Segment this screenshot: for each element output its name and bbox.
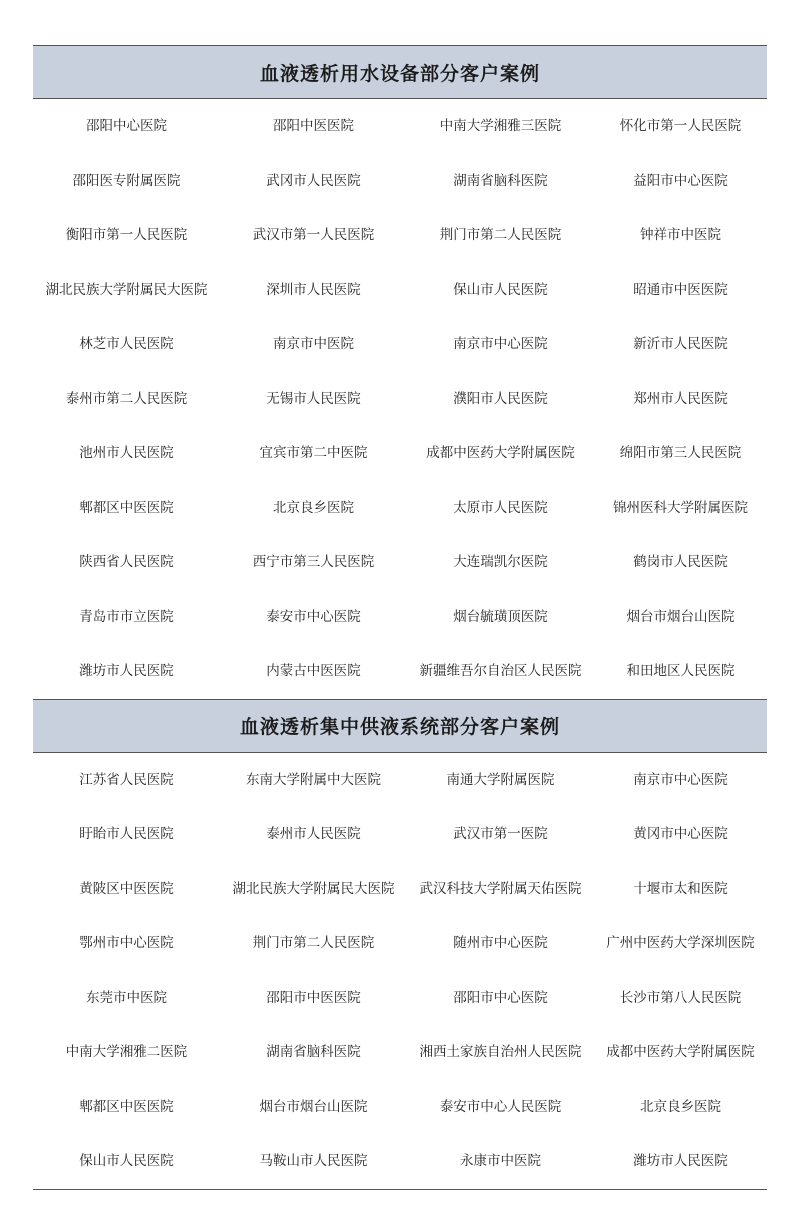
hospital-name: 泰安市中心医院 (266, 608, 361, 625)
hospital-name: 邵阳市中医医院 (266, 989, 361, 1006)
hospital-name: 无锡市人民医院 (266, 390, 361, 407)
hospital-name: 邵阳市中心医院 (453, 989, 548, 1006)
hospital-name: 成都中医药大学附属医院 (426, 445, 575, 462)
hospital-name: 黄冈市中心医院 (633, 826, 728, 843)
hospital-name: 武汉市第一医院 (453, 826, 548, 843)
hospital-name: 保山市人民医院 (79, 1153, 174, 1170)
hospital-name: 成都中医药大学附属医院 (606, 1044, 755, 1061)
hospital-name: 新疆维吾尔自治区人民医院 (419, 663, 582, 680)
hospital-name: 广州中医药大学深圳医院 (606, 935, 755, 952)
hospital-grid-water-equipment (33, 99, 767, 699)
hospital-name: 马鞍山市人民医院 (259, 1153, 368, 1170)
hospital-name: 荆门市第二人民医院 (252, 935, 375, 952)
hospital-name: 江苏省人民医院 (79, 771, 174, 788)
hospital-name: 池州市人民医院 (79, 445, 174, 462)
hospital-name: 濮阳市人民医院 (453, 390, 548, 407)
hospital-name: 新沂市人民医院 (633, 336, 728, 353)
hospital-name: 十堰市太和医院 (633, 880, 728, 897)
hospital-name: 泰安市中心人民医院 (439, 1098, 562, 1115)
hospital-name: 保山市人民医院 (453, 281, 548, 298)
hospital-name: 宜宾市第二中医院 (259, 445, 368, 462)
hospital-name: 郑州市人民医院 (633, 390, 728, 407)
hospital-name: 烟台市烟台山医院 (626, 608, 735, 625)
hospital-name: 中南大学湘雅三医院 (439, 118, 562, 135)
hospital-name: 郫都区中医医院 (79, 499, 174, 516)
hospital-name: 泰州市第二人民医院 (65, 390, 188, 407)
hospital-name: 青岛市市立医院 (79, 608, 174, 625)
hospital-name: 内蒙古中医医院 (266, 663, 361, 680)
hospital-name: 邵阳中医医院 (273, 118, 354, 135)
hospital-name: 北京良乡医院 (640, 1098, 721, 1115)
hospital-name: 北京良乡医院 (273, 499, 354, 516)
hospital-name: 钟祥市中医院 (640, 227, 721, 244)
bottom-divider (33, 1189, 767, 1190)
hospital-name: 益阳市中心医院 (633, 172, 728, 189)
hospital-name: 南京市中心医院 (633, 771, 728, 788)
hospital-name: 长沙市第八人民医院 (619, 989, 742, 1006)
hospital-name: 西宁市第三人民医院 (252, 554, 375, 571)
hospital-name: 武冈市人民医院 (266, 172, 361, 189)
hospital-name: 郫都区中医医院 (79, 1098, 174, 1115)
hospital-name: 潍坊市人民医院 (79, 663, 174, 680)
hospital-name: 锦州医科大学附属医院 (613, 499, 748, 516)
hospital-name: 荆门市第二人民医院 (439, 227, 562, 244)
hospital-name: 林芝市人民医院 (79, 336, 174, 353)
hospital-name: 武汉市第一人民医院 (252, 227, 375, 244)
hospital-name: 永康市中医院 (460, 1153, 541, 1170)
hospital-name: 武汉科技大学附属天佑医院 (419, 880, 582, 897)
hospital-name: 大连瑞凯尔医院 (453, 554, 548, 571)
hospital-name: 邵阳中心医院 (86, 118, 167, 135)
hospital-name: 衡阳市第一人民医院 (65, 227, 188, 244)
hospital-name: 潍坊市人民医院 (633, 1153, 728, 1170)
hospital-name: 湖北民族大学附属民大医院 (45, 281, 208, 298)
hospital-name: 随州市中心医院 (453, 935, 548, 952)
document (33, 45, 767, 1190)
hospital-name: 深圳市人民医院 (266, 281, 361, 298)
hospital-name: 黄陂区中医医院 (79, 880, 174, 897)
hospital-name: 湖南省脑科医院 (266, 1044, 361, 1061)
hospital-name: 盱眙市人民医院 (79, 826, 174, 843)
hospital-name: 东莞市中医院 (86, 989, 167, 1006)
hospital-name: 湖北民族大学附属民大医院 (232, 880, 395, 897)
hospital-name: 陕西省人民医院 (79, 554, 174, 571)
hospital-name: 邵阳医专附属医院 (72, 172, 181, 189)
hospital-name: 湖南省脑科医院 (453, 172, 548, 189)
hospital-name: 东南大学附属中大医院 (246, 771, 381, 788)
hospital-name: 中南大学湘雅二医院 (65, 1044, 188, 1061)
hospital-name: 怀化市第一人民医院 (619, 118, 742, 135)
hospital-name: 泰州市人民医院 (266, 826, 361, 843)
hospital-name: 太原市人民医院 (453, 499, 548, 516)
hospital-name: 绵阳市第三人民医院 (619, 445, 742, 462)
hospital-name: 湘西土家族自治州人民医院 (419, 1044, 582, 1061)
hospital-name: 鄂州市中心医院 (79, 935, 174, 952)
hospital-name: 鹤岗市人民医院 (633, 554, 728, 571)
hospital-name: 昭通市中医医院 (633, 281, 728, 298)
hospital-name: 南京市中医院 (273, 336, 354, 353)
section-title-central-supply: 血液透析集中供液系统部分客户案例 (33, 699, 767, 753)
hospital-name: 南通大学附属医院 (446, 771, 555, 788)
section-title-water-equipment: 血液透析用水设备部分客户案例 (33, 45, 767, 99)
hospital-name: 和田地区人民医院 (626, 663, 735, 680)
hospital-name: 烟台毓璜顶医院 (453, 608, 548, 625)
hospital-name: 烟台市烟台山医院 (259, 1098, 368, 1115)
hospital-name: 南京市中心医院 (453, 336, 548, 353)
hospital-grid-central-supply (33, 753, 767, 1189)
